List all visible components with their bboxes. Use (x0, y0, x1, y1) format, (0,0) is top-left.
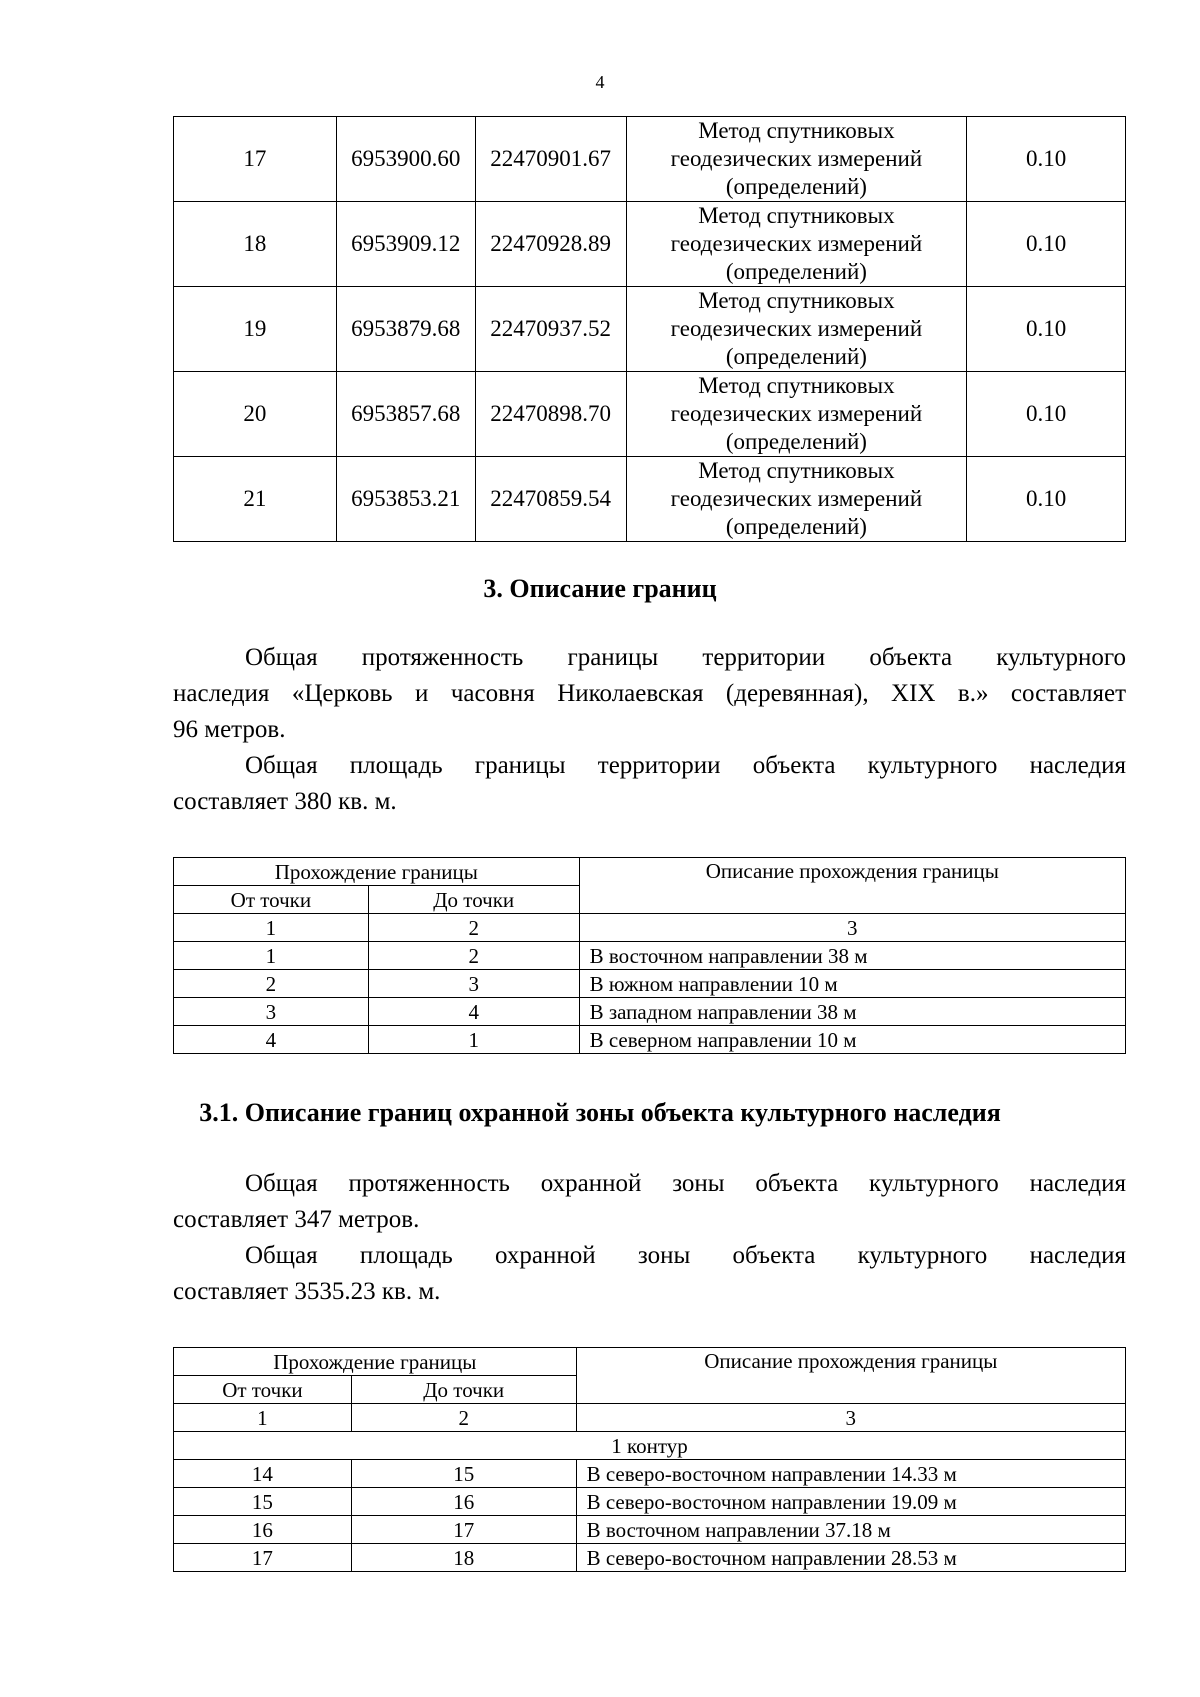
coord-y: 22470928.89 (475, 202, 626, 287)
table-row (174, 1488, 1126, 1516)
point-number: 17 (174, 117, 337, 202)
contour-label: 1 контур (174, 1432, 1126, 1460)
method: Метод спутниковых геодезических измерений (определений) (626, 202, 967, 287)
header-to: До точки (368, 886, 579, 914)
col-number: 3 (576, 1404, 1125, 1432)
header-description: Описание прохождения границы (576, 1348, 1125, 1404)
point-number: 18 (174, 202, 337, 287)
to-point: 2 (368, 942, 579, 970)
header-description: Описание прохождения границы (579, 858, 1125, 914)
to-point: 15 (351, 1460, 576, 1488)
from-point: 15 (174, 1488, 352, 1516)
boundary-description: В западном направлении 38 м (579, 998, 1125, 1026)
table-numbering-row (174, 914, 1126, 942)
table-numbering-row (174, 1404, 1126, 1432)
coord-x: 6953857.68 (336, 372, 475, 457)
table-row (174, 457, 1126, 542)
coord-x: 6953900.60 (336, 117, 475, 202)
section-3-1-area-paragraph: Общая площадь охранной зоны объекта культурного наследия составляет 3535.23 кв. м. (173, 1242, 1126, 1305)
boundary-table (173, 857, 1126, 1054)
coord-x: 6953879.68 (336, 287, 475, 372)
boundary-description: В северо-восточном направлении 14.33 м (576, 1460, 1125, 1488)
table-header-row (174, 1348, 1126, 1376)
to-point: 4 (368, 998, 579, 1026)
method: Метод спутниковых геодезических измерений (определений) (626, 372, 967, 457)
table-row (174, 287, 1126, 372)
boundary-description: В восточном направлении 38 м (579, 942, 1125, 970)
table-row (174, 970, 1126, 998)
to-point: 1 (368, 1026, 579, 1054)
boundary-description: В северо-восточном направлении 19.09 м (576, 1488, 1125, 1516)
table-row (174, 1516, 1126, 1544)
col-number: 2 (368, 914, 579, 942)
coord-y: 22470937.52 (475, 287, 626, 372)
section-3-length-paragraph: Общая протяженность границы территории объекта культурного наследия «Церковь и часовня Николаевская (деревянная), XIX в.» составляет 96 метров. (173, 644, 1126, 743)
accuracy: 0.10 (967, 457, 1126, 542)
point-number: 21 (174, 457, 337, 542)
table-row (174, 202, 1126, 287)
header-from: От точки (174, 886, 369, 914)
to-point: 3 (368, 970, 579, 998)
method: Метод спутниковых геодезических измерений (определений) (626, 287, 967, 372)
col-number: 3 (579, 914, 1125, 942)
table-row (174, 1460, 1126, 1488)
section-3-1-title: 3.1. Описание границ охранной зоны объекта культурного наследия (199, 1098, 1001, 1127)
from-point: 4 (174, 1026, 369, 1054)
col-number: 1 (174, 1404, 352, 1432)
coord-x: 6953909.12 (336, 202, 475, 287)
header-from: От точки (174, 1376, 352, 1404)
point-number: 19 (174, 287, 337, 372)
method: Метод спутниковых геодезических измерений (определений) (626, 117, 967, 202)
from-point: 16 (174, 1516, 352, 1544)
section-3-1-length-paragraph: Общая протяженность охранной зоны объекта культурного наследия составляет 347 метров. (173, 1170, 1126, 1233)
accuracy: 0.10 (967, 202, 1126, 287)
from-point: 14 (174, 1460, 352, 1488)
coord-y: 22470898.70 (475, 372, 626, 457)
page-number: 4 (595, 72, 605, 92)
table-row (174, 117, 1126, 202)
boundary-description: В южном направлении 10 м (579, 970, 1125, 998)
boundary-description: В восточном направлении 37.18 м (576, 1516, 1125, 1544)
table-row (174, 942, 1126, 970)
table-row (174, 1544, 1126, 1572)
coord-x: 6953853.21 (336, 457, 475, 542)
contour-row (174, 1432, 1126, 1460)
coordinates-table (173, 116, 1126, 542)
accuracy: 0.10 (967, 372, 1126, 457)
header-passage: Прохождение границы (174, 1348, 577, 1376)
coord-y: 22470901.67 (475, 117, 626, 202)
coord-y: 22470859.54 (475, 457, 626, 542)
to-point: 18 (351, 1544, 576, 1572)
table-row (174, 372, 1126, 457)
table-row (174, 998, 1126, 1026)
from-point: 1 (174, 942, 369, 970)
boundary-description: В северо-восточном направлении 28.53 м (576, 1544, 1125, 1572)
col-number: 1 (174, 914, 369, 942)
accuracy: 0.10 (967, 287, 1126, 372)
method: Метод спутниковых геодезических измерений (определений) (626, 457, 967, 542)
from-point: 3 (174, 998, 369, 1026)
section-3-area-paragraph: Общая площадь границы территории объекта культурного наследия составляет 380 кв. м. (173, 752, 1126, 815)
col-number: 2 (351, 1404, 576, 1432)
section-3-title: 3. Описание границ (483, 574, 717, 603)
header-passage: Прохождение границы (174, 858, 580, 886)
table-header-row (174, 858, 1126, 886)
table-row (174, 1026, 1126, 1054)
boundary-description: В северном направлении 10 м (579, 1026, 1125, 1054)
accuracy: 0.10 (967, 117, 1126, 202)
from-point: 17 (174, 1544, 352, 1572)
protection-zone-table (173, 1347, 1126, 1572)
from-point: 2 (174, 970, 369, 998)
point-number: 20 (174, 372, 337, 457)
to-point: 17 (351, 1516, 576, 1544)
header-to: До точки (351, 1376, 576, 1404)
to-point: 16 (351, 1488, 576, 1516)
